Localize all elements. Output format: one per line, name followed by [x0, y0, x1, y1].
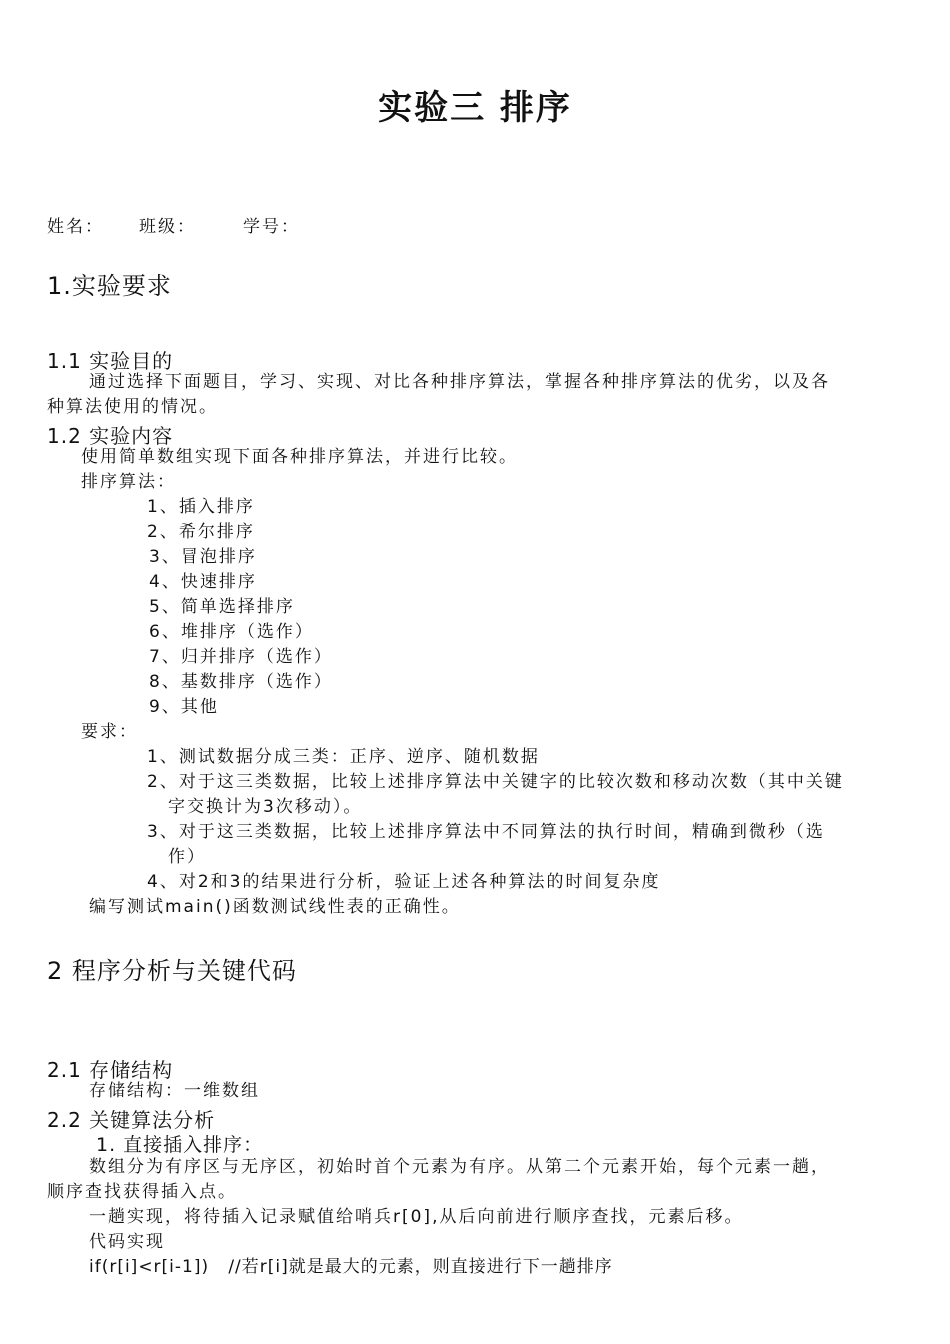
code-label: 代码实现: [89, 1232, 165, 1252]
code-line: if(r[i]<r[i-1]) //若r[i]就是最大的元素，则直接进行下一趟排序: [89, 1257, 613, 1277]
algorithm-item: 7、归并排序（选作）: [149, 647, 333, 667]
class-label: 班级：: [139, 217, 196, 237]
student-id-label: 学号：: [243, 217, 300, 237]
algorithm-item: 8、基数排序（选作）: [149, 672, 333, 692]
algorithm-item: 4、快速排序: [149, 572, 257, 592]
section-2-heading: 2 程序分析与关键代码: [47, 957, 297, 985]
section-2-1-heading: 2.1 存储结构: [47, 1058, 174, 1082]
insertion-desc-line-1: 数组分为有序区与无序区，初始时首个元素为有序。从第二个元素开始，每个元素一趟，: [89, 1157, 830, 1177]
requirement-item: 4、对2和3的结果进行分析，验证上述各种算法的时间复杂度: [147, 872, 661, 892]
requirements-label: 要求：: [81, 722, 138, 742]
storage-structure-text: 存储结构：一维数组: [89, 1081, 260, 1101]
closing-note: 编写测试main()函数测试线性表的正确性。: [89, 897, 461, 917]
page-title: 实验三 排序: [378, 88, 572, 128]
insertion-sort-subheading: 1. 直接插入排序：: [96, 1134, 264, 1156]
purpose-line-1: 通过选择下面题目，学习、实现、对比各种排序算法，掌握各种排序算法的优劣，以及各: [89, 372, 830, 392]
requirement-item: 3、对于这三类数据，比较上述排序算法中不同算法的执行时间，精确到微秒（选: [147, 822, 825, 842]
requirement-item-continuation: 作）: [168, 847, 206, 867]
purpose-line-2: 种算法使用的情况。: [47, 397, 218, 417]
section-1-heading: 1.实验要求: [47, 272, 172, 300]
algorithm-item: 5、简单选择排序: [149, 597, 295, 617]
insertion-desc-line-2: 顺序查找获得插入点。: [47, 1182, 237, 1202]
requirement-item: 2、对于这三类数据，比较上述排序算法中关键字的比较次数和移动次数（其中关键: [147, 772, 844, 792]
requirement-item-continuation: 字交换计为3次移动）。: [168, 797, 363, 817]
requirement-item: 1、测试数据分成三类：正序、逆序、随机数据: [147, 747, 540, 767]
algorithm-item: 2、希尔排序: [147, 522, 255, 542]
algorithm-item: 6、堆排序（选作）: [149, 622, 314, 642]
algorithms-label: 排序算法：: [81, 472, 176, 492]
name-label: 姓名：: [47, 217, 104, 237]
algorithm-item: 3、冒泡排序: [149, 547, 257, 567]
algorithm-item: 1、插入排序: [147, 497, 255, 517]
algorithm-item: 9、其他: [149, 697, 219, 717]
section-1-1-heading: 1.1 实验目的: [47, 349, 174, 373]
section-2-2-heading: 2.2 关键算法分析: [47, 1108, 216, 1132]
section-1-2-heading: 1.2 实验内容: [47, 424, 174, 448]
content-intro: 使用简单数组实现下面各种排序算法，并进行比较。: [81, 447, 518, 467]
insertion-desc-line-3: 一趟实现，将待插入记录赋值给哨兵r[0],从后向前进行顺序查找，元素后移。: [89, 1207, 744, 1227]
